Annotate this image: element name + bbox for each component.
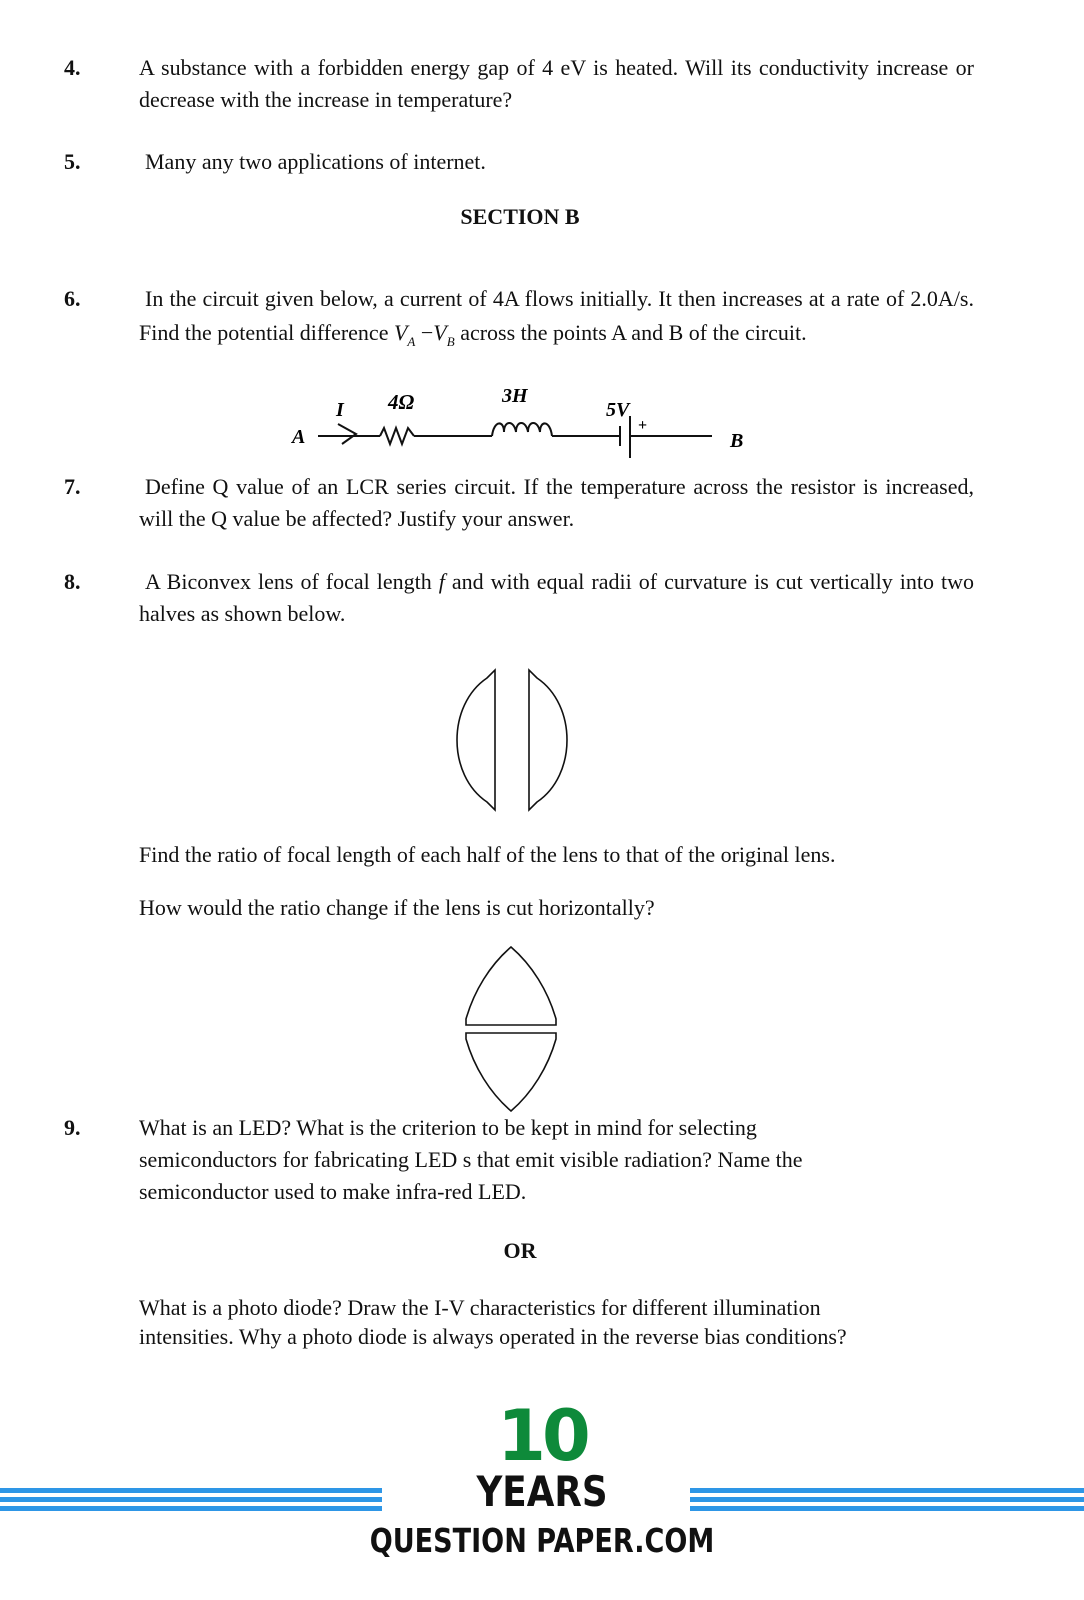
logo-site: QUESTION PAPER.COM — [369, 1521, 715, 1560]
resistor-label: 4Ω — [388, 390, 415, 414]
question-number: 4. — [64, 55, 81, 80]
lens-bottom-half — [466, 1033, 556, 1111]
q6-text-after: across the points A and B of the circuit. — [454, 320, 807, 345]
va-symbol: V — [393, 320, 408, 345]
logo-years: YEARS — [476, 1467, 608, 1516]
inductor-label: 3H — [502, 385, 528, 407]
question-text: What is an LED? What is the criterion to be kept in mind for selecting semiconductors for fabricating LED s that emit visible radiation? Name the semiconductor used to make infra-red LED. — [139, 1115, 803, 1204]
q6-text-before: In the circuit given below, a current of 4A flows initially. It then increases at a rate of 2.0A/s. Find the potential difference — [139, 286, 974, 345]
question-number: 5. — [64, 149, 81, 174]
vb-symbol: V — [433, 320, 447, 345]
va-subscript: A — [407, 334, 416, 349]
question-text: A Biconvex lens of focal length f and with equal radii of curvature is cut vertically into two halves as shown below. — [139, 569, 974, 626]
section-heading: SECTION B — [460, 204, 580, 229]
question-number: 9. — [64, 1115, 81, 1140]
circuit-diagram — [280, 380, 780, 470]
plus-sign: + — [638, 417, 648, 434]
q9-alternative: What is a photo diode? Draw the I-V characteristics for different illumination intensities. Why a photo diode is always operated in the reverse bias conditions? — [139, 1295, 847, 1349]
question-number: 7. — [64, 474, 81, 499]
question-number: 6. — [64, 286, 81, 311]
lens-right-half — [529, 670, 567, 810]
lens-vertical-cut — [445, 665, 595, 815]
or-label: OR — [503, 1238, 537, 1263]
question-number: 8. — [64, 569, 81, 594]
vb-subscript: B — [446, 334, 455, 349]
logo-number: 10 — [497, 1395, 587, 1477]
question-text: A substance with a forbidden energy gap of 4 eV is heated. Will its conductivity increase or decrease with the increase in temperature? — [139, 55, 974, 112]
battery-label: 5V — [606, 399, 630, 421]
focal-symbol: f — [438, 569, 445, 594]
inductor-symbol — [492, 423, 552, 436]
label-b: B — [730, 430, 744, 452]
current-label: I — [336, 399, 344, 421]
label-a: A — [292, 426, 306, 448]
question-text: Define Q value of an LCR series circuit. If the temperature across the resistor is increased, will the Q value be affected? Justify your answer. — [139, 474, 974, 531]
lens-left-half — [457, 670, 495, 810]
q8-paragraph-1: Find the ratio of focal length of each half of the lens to that of the original lens. — [139, 842, 836, 867]
resistor-symbol — [380, 428, 414, 444]
question-text — [139, 282, 974, 359]
minus-sign: − — [415, 320, 434, 345]
q8-paragraph-2: How would the ratio change if the lens is cut horizontally? — [139, 895, 655, 920]
footer-logo — [0, 1395, 1084, 1585]
lens-horizontal-cut — [460, 943, 580, 1115]
question-text: Many any two applications of internet. — [145, 149, 486, 174]
current-arrow — [338, 424, 356, 444]
lens-top-half — [466, 947, 556, 1025]
